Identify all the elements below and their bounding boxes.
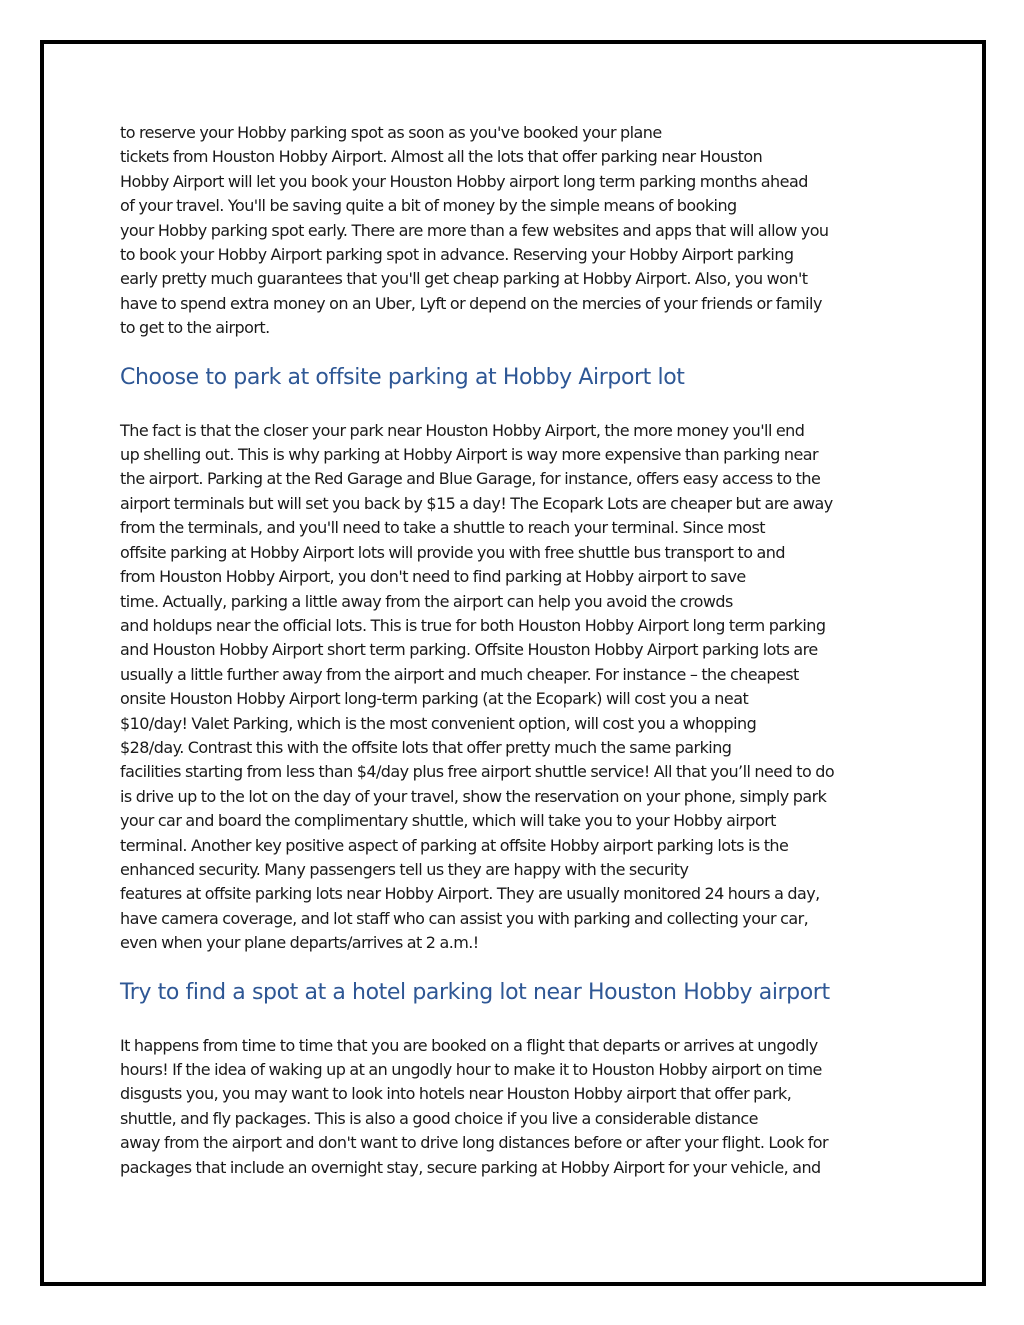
text-line: It happens from time to time that you are booked on a flight that departs or arrives at ungodly [120,1035,818,1055]
text-line: hours! If the idea of waking up at an ungodly hour to make it to Houston Hobby airport on time [120,1060,822,1079]
text-line: and holdups near the official lots. This is true for both Houston Hobby Airport long term parking [120,615,826,635]
text-line: features at offsite parking lots near Hobby Airport. They are usually monitored 24 hours a day, [120,884,820,904]
text-line: the airport. Parking at the Red Garage and Blue Garage, for instance, offers easy access to the [120,469,821,489]
document-content [120,121,910,1180]
paragraph-hotel-parking [120,1034,910,1180]
text-line: airport terminals but will set you back by $15 a day! The Ecopark Lots are cheaper but are away [120,493,833,513]
text-line: tickets from Houston Hobby Airport. Almost all the lots that offer parking near Houston [120,147,763,167]
text-line: away from the airport and don't want to drive long distances before or after your flight. Look for [120,1133,829,1153]
paragraph-offsite-parking [120,419,910,956]
text-line: is drive up to the lot on the day of your travel, show the reservation on your phone, simply park [120,786,827,806]
text-line: your Hobby parking spot early. There are more than a few websites and apps that will allow you [120,220,829,240]
text-line: onsite Houston Hobby Airport long-term parking (at the Ecopark) will cost you a neat [120,689,749,709]
paragraph-intro [120,121,910,341]
text-line: early pretty much guarantees that you'll get cheap parking at Hobby Airport. Also, you won't [120,269,808,289]
text-line: terminal. Another key positive aspect of parking at offsite Hobby airport parking lots is the [120,835,789,855]
section-heading-hotel-parking: Try to find a spot at a hotel parking lot near Houston Hobby airport [120,979,830,1005]
text-line: of your travel. You'll be saving quite a bit of money by the simple means of booking [120,196,737,216]
text-line: Hobby Airport will let you book your Houston Hobby airport long term parking months ahead [120,171,808,191]
section-heading-offsite-parking: Choose to park at offsite parking at Hobby Airport lot [120,364,685,390]
text-line: from Houston Hobby Airport, you don't need to find parking at Hobby airport to save [120,567,746,587]
text-line: The fact is that the closer your park near Houston Hobby Airport, the more money you'll end [120,420,805,440]
text-line: up shelling out. This is why parking at Hobby Airport is way more expensive than parking near [120,445,819,465]
text-line: disgusts you, you may want to look into hotels near Houston Hobby airport that offer park, [120,1084,792,1104]
text-line: $28/day. Contrast this with the offsite lots that offer pretty much the same parking [120,737,732,757]
text-line: to book your Hobby Airport parking spot in advance. Reserving your Hobby Airport parking [120,245,794,265]
text-line: even when your plane departs/arrives at 2 a.m.! [120,933,479,953]
text-line: and Houston Hobby Airport short term parking. Offsite Houston Hobby Airport parking lots are [120,640,818,660]
text-line: your car and board the complimentary shuttle, which will take you to your Hobby airport [120,811,776,831]
text-line: packages that include an overnight stay, secure parking at Hobby Airport for your vehicle, and [120,1157,821,1177]
text-line: time. Actually, parking a little away from the airport can help you avoid the crowds [120,591,733,611]
text-line: to reserve your Hobby parking spot as soon as you've booked your plane [120,123,662,142]
text-line: $10/day! Valet Parking, which is the most convenient option, will cost you a whopping [120,713,757,733]
text-line: have to spend extra money on an Uber, Lyft or depend on the mercies of your friends or family [120,293,822,313]
text-line: shuttle, and fly packages. This is also a good choice if you live a considerable distance [120,1108,758,1128]
text-line: offsite parking at Hobby Airport lots will provide you with free shuttle bus transport to and [120,542,786,562]
text-line: facilities starting from less than $4/day plus free airport shuttle service! All that you’ll need to do [120,762,835,782]
text-line: have camera coverage, and lot staff who can assist you with parking and collecting your car, [120,908,809,928]
text-line: to get to the airport. [120,318,270,338]
text-line: from the terminals, and you'll need to take a shuttle to reach your terminal. Since most [120,518,765,538]
text-line: enhanced security. Many passengers tell us they are happy with the security [120,859,689,879]
text-line: usually a little further away from the airport and much cheaper. For instance – the cheapest [120,664,799,684]
